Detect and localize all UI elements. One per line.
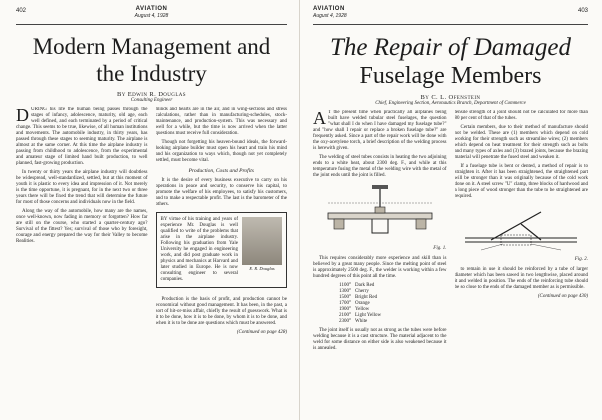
left-page [0,0,300,420]
drop-cap: D [16,107,29,125]
column-1: DURING his life the human being passes through the stages of infancy, adolescence, maturity, old age, each well defined, and each terminated by a period of critical change. This seems to be true, likewise, of all human institutions and movements. The automobile industry, in thirty years, has passed through these stages to seeming maturity. The airplane is almost at the same corner. At this time the airplane industry is passing from childhood to adolescence, from the experimental and amateur stage of limited hand built production, to well planned, fast-growing production. In twenty or thirty years the airplane industry will doubtless be widespread, well-standardized, settled, but at this moment of youth it is plastic to every idea and impression of it. Not merely is the time opportune, it is pregnant, for in the next two or three years there will be fixed the trend that will determine the future for most of those concerns and individuals now in the field. Along the way of the automobile, how many are the names, once well-known, now fading in memory or forgotten? How far are still on the course, who started a quarter-century ago? Survival of the fittest? Yes; survival of those who by foresight, courage and energy prepared the way for their Valley to become Realities. [16,107,148,244]
temp-row: 1300° Cherry [339,289,369,294]
author-bio-box: BY virtue of his training and years of experience Mr. Douglas is well qualified to write of the problems that arise in the airplane industry. Following his graduation from Yale University he engaged in engineering work, and did post graduate work in physics and mechanics at Harvard and later studied in Europe. He is now consulting engineer to several companies. E. R. Douglas [156,212,288,288]
figure-2 [455,204,589,263]
page-number: 402 [16,8,27,14]
figure-1 [313,183,447,252]
drop-cap: A [313,110,326,128]
issue-date: August 4, 1928 [313,13,347,19]
continued-note: (Continued on page 430) [537,294,588,299]
right-page [301,0,602,420]
column-1: A T the present time when practically all airplanes being built have welded tubular steel fuselages, the question "what shall I do when I have damaged my fuselage tube?" and "how shall I repair or replace a broken fuselage tube?" are frequently asked. Since a part of the repair work will be done with the oxy-acetylene torch, a brief description of the welding process is herewith given. The welding of steel tubes consists in heating the two adjoining ends to a white heat, about 2300 deg. F., and while at this temperature fusing the metal of the welding wire with the metal of the joint ends until the joint is filled. Fig. 1. This requires considerably more experience and skill than is believed by a great many people. Since the melting point of steel is approximately 2500 deg. F., the welder is working within a few hundred degrees of this point all the time. 1100° Dark Red 1300° Cherry 1500° Bright Red 1700° Orange 1900° Yellow 2100° Light Yellow 2300° White The joint itself is usually not as strong as the tubes were before welding because it is a cast structure. The material adjacent to the weld for some distance on either side is also weakened because it is annealed. [313,110,447,351]
temp-row: 1100° Dark Red [339,283,375,288]
article-title: Modern Management and the Industry [32,34,271,86]
column-2: minds and hearts are in the air, and in wing-sections and stress calculations, rather than in manufacturing-schedules, stock-maintenance, and production-system. This was necessary and well for a while, but the time is now arrived when the latter questions must receive full consideration. Though not forgetting his heaven-bound ideals, the forward-looking airplane builder must open his heart and train his mind and his organization to ways which, though not yet completely settled, must become vital. Production, Costs and Profits It is the desire of every business executive to carry on his operations in peace and security, to conserve his capital, to promote the welfare of his employees, to satisfy his customers, and to make a respectable profit. The last is the barometer of the others. BY virtue of his training and years of experience Mr. Douglas is well qualified to write of the problems that arise in the airplane industry. Following his graduation from Yale University he engaged in engineering work, and did post graduate work in physics and mechanics at Harvard and later studied in Europe. He is now consulting engineer to several companies. E. R. Douglas Production is the basis of profit, and production cannot be economical without good management. It has been, in the past, a sort of hit-or-miss affair, chiefly the result of guesswork. What is it to be done, how it is to be done, by whom it is to be done, and when it is to be done are questions which must be answered. (Continued on page 428) [155,107,287,335]
issue-date: August 4, 1928 [134,13,169,19]
temp-row: 2300° White [339,319,368,324]
magazine-name: AVIATION [313,6,345,12]
reinforcement-diagram [461,204,581,256]
magazine-name: AVIATION [135,6,168,12]
author-byline: By C. L. Ofenstein [420,94,481,101]
figure-caption: Fig. 2. [574,257,588,262]
clamp-diagram [320,183,440,245]
author-role: Chief, Engineering Section, Aeronautics Branch, Department of Commerce [375,101,526,106]
column-2: tensile strength of a joint should not be calculated for more than 80 per cent of that of the tubes. Certain members, due to their method of manufacture should not be welded. These are (1) members which depend on cold working for their strength such as streamline wires; (2) members which depend on heat treatment for their strength such as bolts and many types of axles and (3) brazed joints, because the brazing material will penetrate the fused steel and weaken it. If a fuselage tube is bent or dented, a method of repair is to straighten it. After it has been straightened, the straightened part will be stronger than it was originally because of the cold work done on it. A steel screw "U" clamp, three blocks of hardwood and a long piece of wood stronger than the tube to be straightened are required. Fig. 2. to remain in use it should be reinforced by a tube of larger diameter which has been sawed in two lengthwise, placed around it and welded in position. The ends of the reinforcing tube should be so close to the ends of the damaged member as is permissible. (Continued on page 430) [454,110,588,299]
temp-row: 1900° Yellow [339,307,370,312]
page-number: 403 [577,8,588,14]
temp-row: 1700° Orange [339,301,370,306]
running-head [313,6,588,25]
figure-caption: Fig. 1. [433,246,447,251]
temperature-color-table [327,283,447,325]
author-role: Consulting Engineer [130,98,173,103]
section-subhead: Production, Costs and Profits [188,168,254,174]
author-byline: By Edwin R. Douglas [117,91,186,98]
author-portrait: E. R. Douglas [242,217,282,265]
continued-note: (Continued on page 428) [236,330,287,335]
running-head [16,6,287,25]
temp-row: 1500° Bright Red [339,295,378,300]
temp-row: 2100° Light Yellow [339,313,382,318]
article-title: The Repair of Damaged Fuselage Members [330,34,571,89]
